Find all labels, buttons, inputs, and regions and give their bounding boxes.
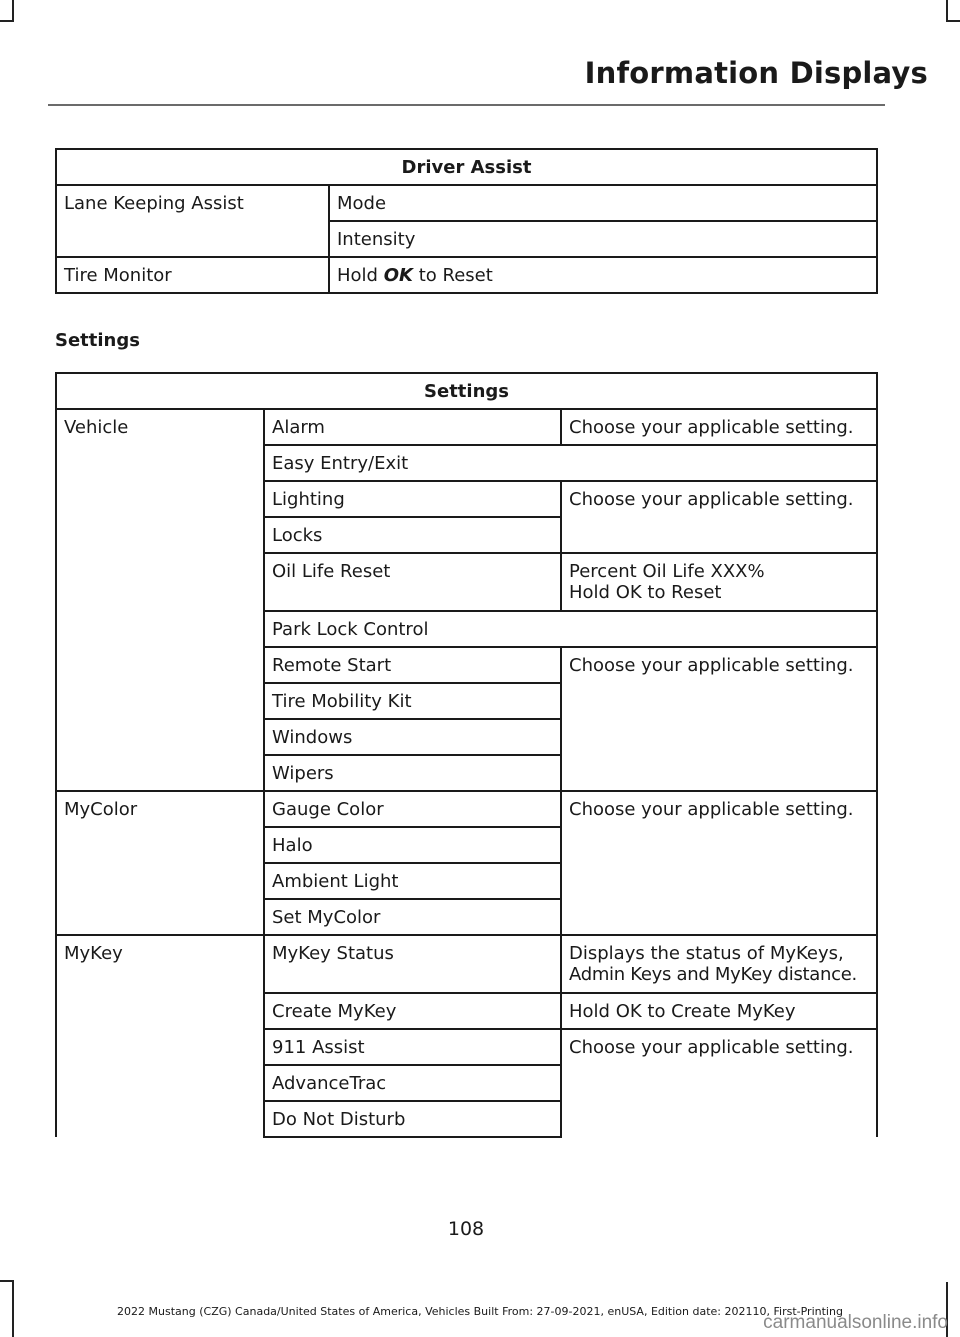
lane-keeping-assist-label: Lane Keeping Assist — [56, 185, 329, 257]
oil-life-setting — [561, 553, 877, 611]
lighting-setting: Choose your applicable setting. — [561, 481, 877, 553]
mykey-label: MyKey — [56, 935, 264, 1137]
mykey-status-item: MyKey Status — [264, 935, 561, 993]
oil-hold: Hold OK to Reset — [569, 582, 722, 603]
create-mykey-desc: Hold OK to Create MyKey — [561, 993, 877, 1029]
ambient-light-item: Ambient Light — [264, 863, 561, 899]
park-lock-item: Park Lock Control — [264, 611, 877, 647]
tire-monitor-action — [329, 257, 877, 293]
windows-item: Windows — [264, 719, 561, 755]
header-divider — [48, 104, 885, 106]
tire-mobility-item: Tire Mobility Kit — [264, 683, 561, 719]
crop-mark — [0, 20, 14, 22]
advancetrac-item: AdvanceTrac — [264, 1065, 561, 1101]
crop-mark — [946, 20, 960, 22]
to-reset-text: to Reset — [418, 265, 493, 286]
set-mycolor-item: Set MyColor — [264, 899, 561, 935]
911-assist-setting: Choose your applicable setting. — [561, 1029, 877, 1137]
mykey-status-desc-line: Admin Keys and MyKey distance. — [569, 964, 857, 985]
crop-mark — [946, 0, 948, 20]
mycolor-label: MyColor — [56, 791, 264, 935]
watermark: carmanualsonline.info — [763, 1312, 948, 1333]
table-header: Settings — [56, 373, 877, 409]
table-header: Driver Assist — [56, 149, 877, 185]
remote-start-setting: Choose your applicable setting. — [561, 647, 877, 791]
section-heading: Settings — [55, 330, 140, 351]
footer-text: 2022 Mustang (CZG) Canada/United States of America, Vehicles Built From: 27-09-2021, enUSA, Edition date: 202110, First-Printing — [117, 1305, 843, 1318]
easy-entry-item: Easy Entry/Exit — [264, 445, 877, 481]
wipers-item: Wipers — [264, 755, 561, 791]
tire-monitor-label: Tire Monitor — [56, 257, 329, 293]
alarm-item: Alarm — [264, 409, 561, 445]
gauge-color-item: Gauge Color — [264, 791, 561, 827]
vehicle-label: Vehicle — [56, 409, 264, 791]
crop-mark — [0, 1280, 14, 1282]
lane-keeping-intensity: Intensity — [329, 221, 877, 257]
halo-item: Halo — [264, 827, 561, 863]
alarm-setting: Choose your applicable setting. — [561, 409, 877, 445]
911-assist-item: 911 Assist — [264, 1029, 561, 1065]
page-title: Information Displays — [584, 56, 928, 90]
mycolor-setting: Choose your applicable setting. — [561, 791, 877, 935]
do-not-disturb-item: Do Not Disturb — [264, 1101, 561, 1137]
locks-item: Locks — [264, 517, 561, 553]
oil-life-item: Oil Life Reset — [264, 553, 561, 611]
mykey-status-desc — [561, 935, 877, 993]
create-mykey-item: Create MyKey — [264, 993, 561, 1029]
hold-text: Hold — [337, 265, 378, 286]
oil-percent: Percent Oil Life XXX% — [569, 561, 765, 582]
page-number: 108 — [447, 1218, 485, 1240]
mykey-status-desc-line: Displays the status of MyKeys, — [569, 943, 844, 964]
driver-assist-table — [55, 148, 878, 294]
ok-key: OK — [383, 265, 413, 286]
remote-start-item: Remote Start — [264, 647, 561, 683]
lane-keeping-mode: Mode — [329, 185, 877, 221]
lighting-item: Lighting — [264, 481, 561, 517]
settings-table — [55, 372, 878, 1138]
crop-mark — [12, 0, 14, 20]
